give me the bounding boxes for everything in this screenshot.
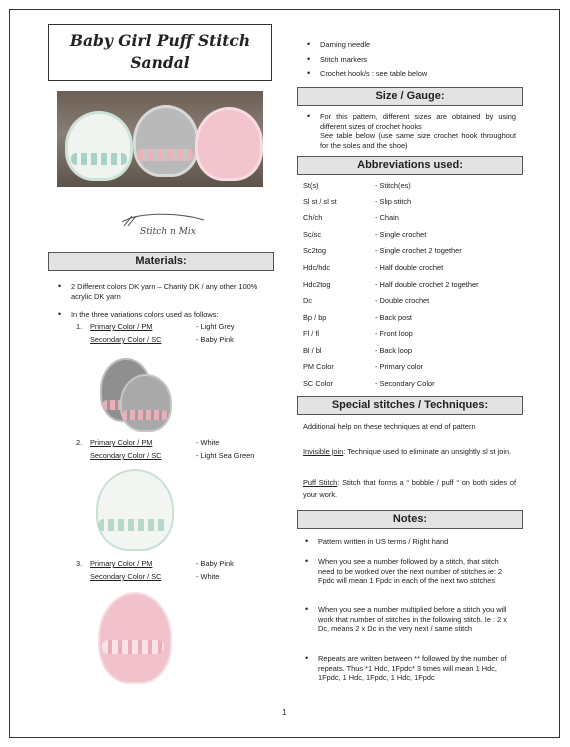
main-photo — [57, 91, 263, 187]
abbreviation-meaning: - Slip stitch — [375, 197, 412, 206]
abbreviation-key: Sl st / sl st — [303, 197, 337, 206]
special-intro: Additional help on these techniques at end of pattern — [303, 422, 476, 431]
variation-3-pm-value: - Baby Pink — [196, 559, 234, 568]
variation-2-sc-label: Secondary Color / SC — [90, 451, 162, 460]
special-heading: Special stitches / Techniques: — [297, 396, 523, 415]
abbreviation-key: PM Color — [303, 362, 334, 371]
abbreviation-meaning: - Back loop — [375, 346, 412, 355]
abbreviation-key: SC Color — [303, 379, 333, 388]
variation-3-num: 3. — [76, 559, 83, 568]
logo-text: Stitch n Mix — [140, 227, 196, 237]
variation-2-sc-value: - Light Sea Green — [196, 451, 255, 460]
shoe-grey — [133, 105, 199, 177]
puff-stitch-note — [303, 477, 516, 501]
shoe-green — [65, 111, 133, 181]
variation-1-pm-label: Primary Color / PM — [90, 322, 153, 331]
abbreviation-key: Sc/sc — [303, 230, 322, 239]
page-number: 1 — [282, 708, 287, 717]
size-bullet — [320, 112, 516, 150]
abbreviation-meaning: - Double crochet — [375, 296, 430, 305]
variation-1-sc-label: Secondary Color / SC — [90, 335, 162, 344]
abbreviation-key: St(s) — [303, 181, 319, 190]
variation-3-sc-value: - White — [196, 572, 220, 581]
abbreviations-heading: Abbreviations used: — [297, 156, 523, 175]
tool-1: • Darning needle — [320, 40, 370, 50]
variation-3-sc-label: Secondary Color / SC — [90, 572, 162, 581]
puff-stitch-label: Puff Stitch — [303, 478, 338, 487]
abbreviation-meaning: - Half double crochet 2 together — [375, 280, 479, 289]
invisible-join-label: Invisible join — [303, 447, 344, 456]
note-1: • Pattern written in US terms / Right hand — [318, 537, 516, 547]
materials-bullet-1: • 2 Different colors DK yarn – Charity DK / any other 100% acrylic DK yarn — [71, 282, 269, 301]
abbreviation-key: Ch/ch — [303, 213, 323, 222]
abbreviation-meaning: - Chain — [375, 213, 399, 222]
variation-1-pm-value: - Light Grey — [196, 322, 235, 331]
abbreviation-key: Bp / bp — [303, 313, 327, 322]
note-4: • Repeats are written between ** followed by the number of repeats. Thus *1 Hdc, 1Fpdc* 3 times will mean 1 Hdc, 1Fpdc, 1 Hdc, 1Fpdc, 1 Hdc, 1Fpdc — [318, 654, 516, 683]
shoe-pink — [195, 107, 263, 181]
abbreviation-meaning: - Secondary Color — [375, 379, 435, 388]
abbreviation-key: Sc2tog — [303, 246, 327, 255]
variation-3-photo — [90, 584, 174, 687]
abbreviation-meaning: - Half double crochet — [375, 263, 444, 272]
variation-1-num: 1. — [76, 322, 83, 331]
abbreviation-key: Dc — [303, 296, 313, 305]
tool-2: • Stitch markers — [320, 55, 367, 65]
note-3: • When you see a number multiplied before a stitch you will work that number of stitches in the following stitch. Ie : 2 x Dc, means 2 x Dc in the very next / same stitch — [318, 605, 516, 634]
materials-bullet-2: • In the three variations colors used as follows: — [71, 310, 269, 320]
tool-3: • Crochet hook/s : see table below — [320, 69, 427, 79]
size-text: For this pattern, different sizes are obtained by using different sizes of crochet hooks — [320, 112, 516, 131]
title-box — [48, 24, 272, 81]
abbreviation-meaning: - Primary color — [375, 362, 424, 371]
variation-1-photo — [90, 348, 174, 433]
abbreviation-meaning: - Front loop — [375, 329, 413, 338]
title-line-2: Sandal — [130, 53, 190, 72]
brand-logo — [118, 208, 210, 244]
abbreviation-meaning: - Single crochet — [375, 230, 427, 239]
abbreviation-key: Hdc2tog — [303, 280, 331, 289]
variation-2-num: 2. — [76, 438, 83, 447]
size-text-2: See table below (use same size crochet hook throughout for the soles and the shoe) — [320, 131, 516, 150]
note-2: • When you see a number followed by a stitch, that stitch need to be worked over the next number of stitches ie: 2 Fpdc will mean 1 Fpdc in each of the next two stitches — [318, 557, 516, 586]
invisible-join-text: : Technique used to eliminate an unsightly sl st join. — [343, 447, 512, 456]
abbreviation-meaning: - Single crochet 2 together — [375, 246, 462, 255]
abbreviation-meaning: - Stitch(es) — [375, 181, 411, 190]
variation-2-pm-label: Primary Color / PM — [90, 438, 153, 447]
variation-1-sc-value: - Baby Pink — [196, 335, 234, 344]
notes-heading: Notes: — [297, 510, 523, 529]
title-line-1: Baby Girl Puff Stitch — [69, 31, 251, 50]
abbreviation-key: Hdc/hdc — [303, 263, 331, 272]
variation-2-pm-value: - White — [196, 438, 220, 447]
variation-2-photo — [90, 463, 174, 554]
size-heading: Size / Gauge: — [297, 87, 523, 106]
abbreviation-key: Fl / fl — [303, 329, 320, 338]
abbreviation-key: Bl / bl — [303, 346, 322, 355]
puff-stitch-text: : Stitch that forms a “ bobble / puff “ on both sides of your work. — [303, 478, 516, 499]
invisible-join-note — [303, 446, 516, 458]
materials-heading: Materials: — [48, 252, 274, 271]
abbreviation-meaning: - Back post — [375, 313, 412, 322]
variation-3-pm-label: Primary Color / PM — [90, 559, 153, 568]
